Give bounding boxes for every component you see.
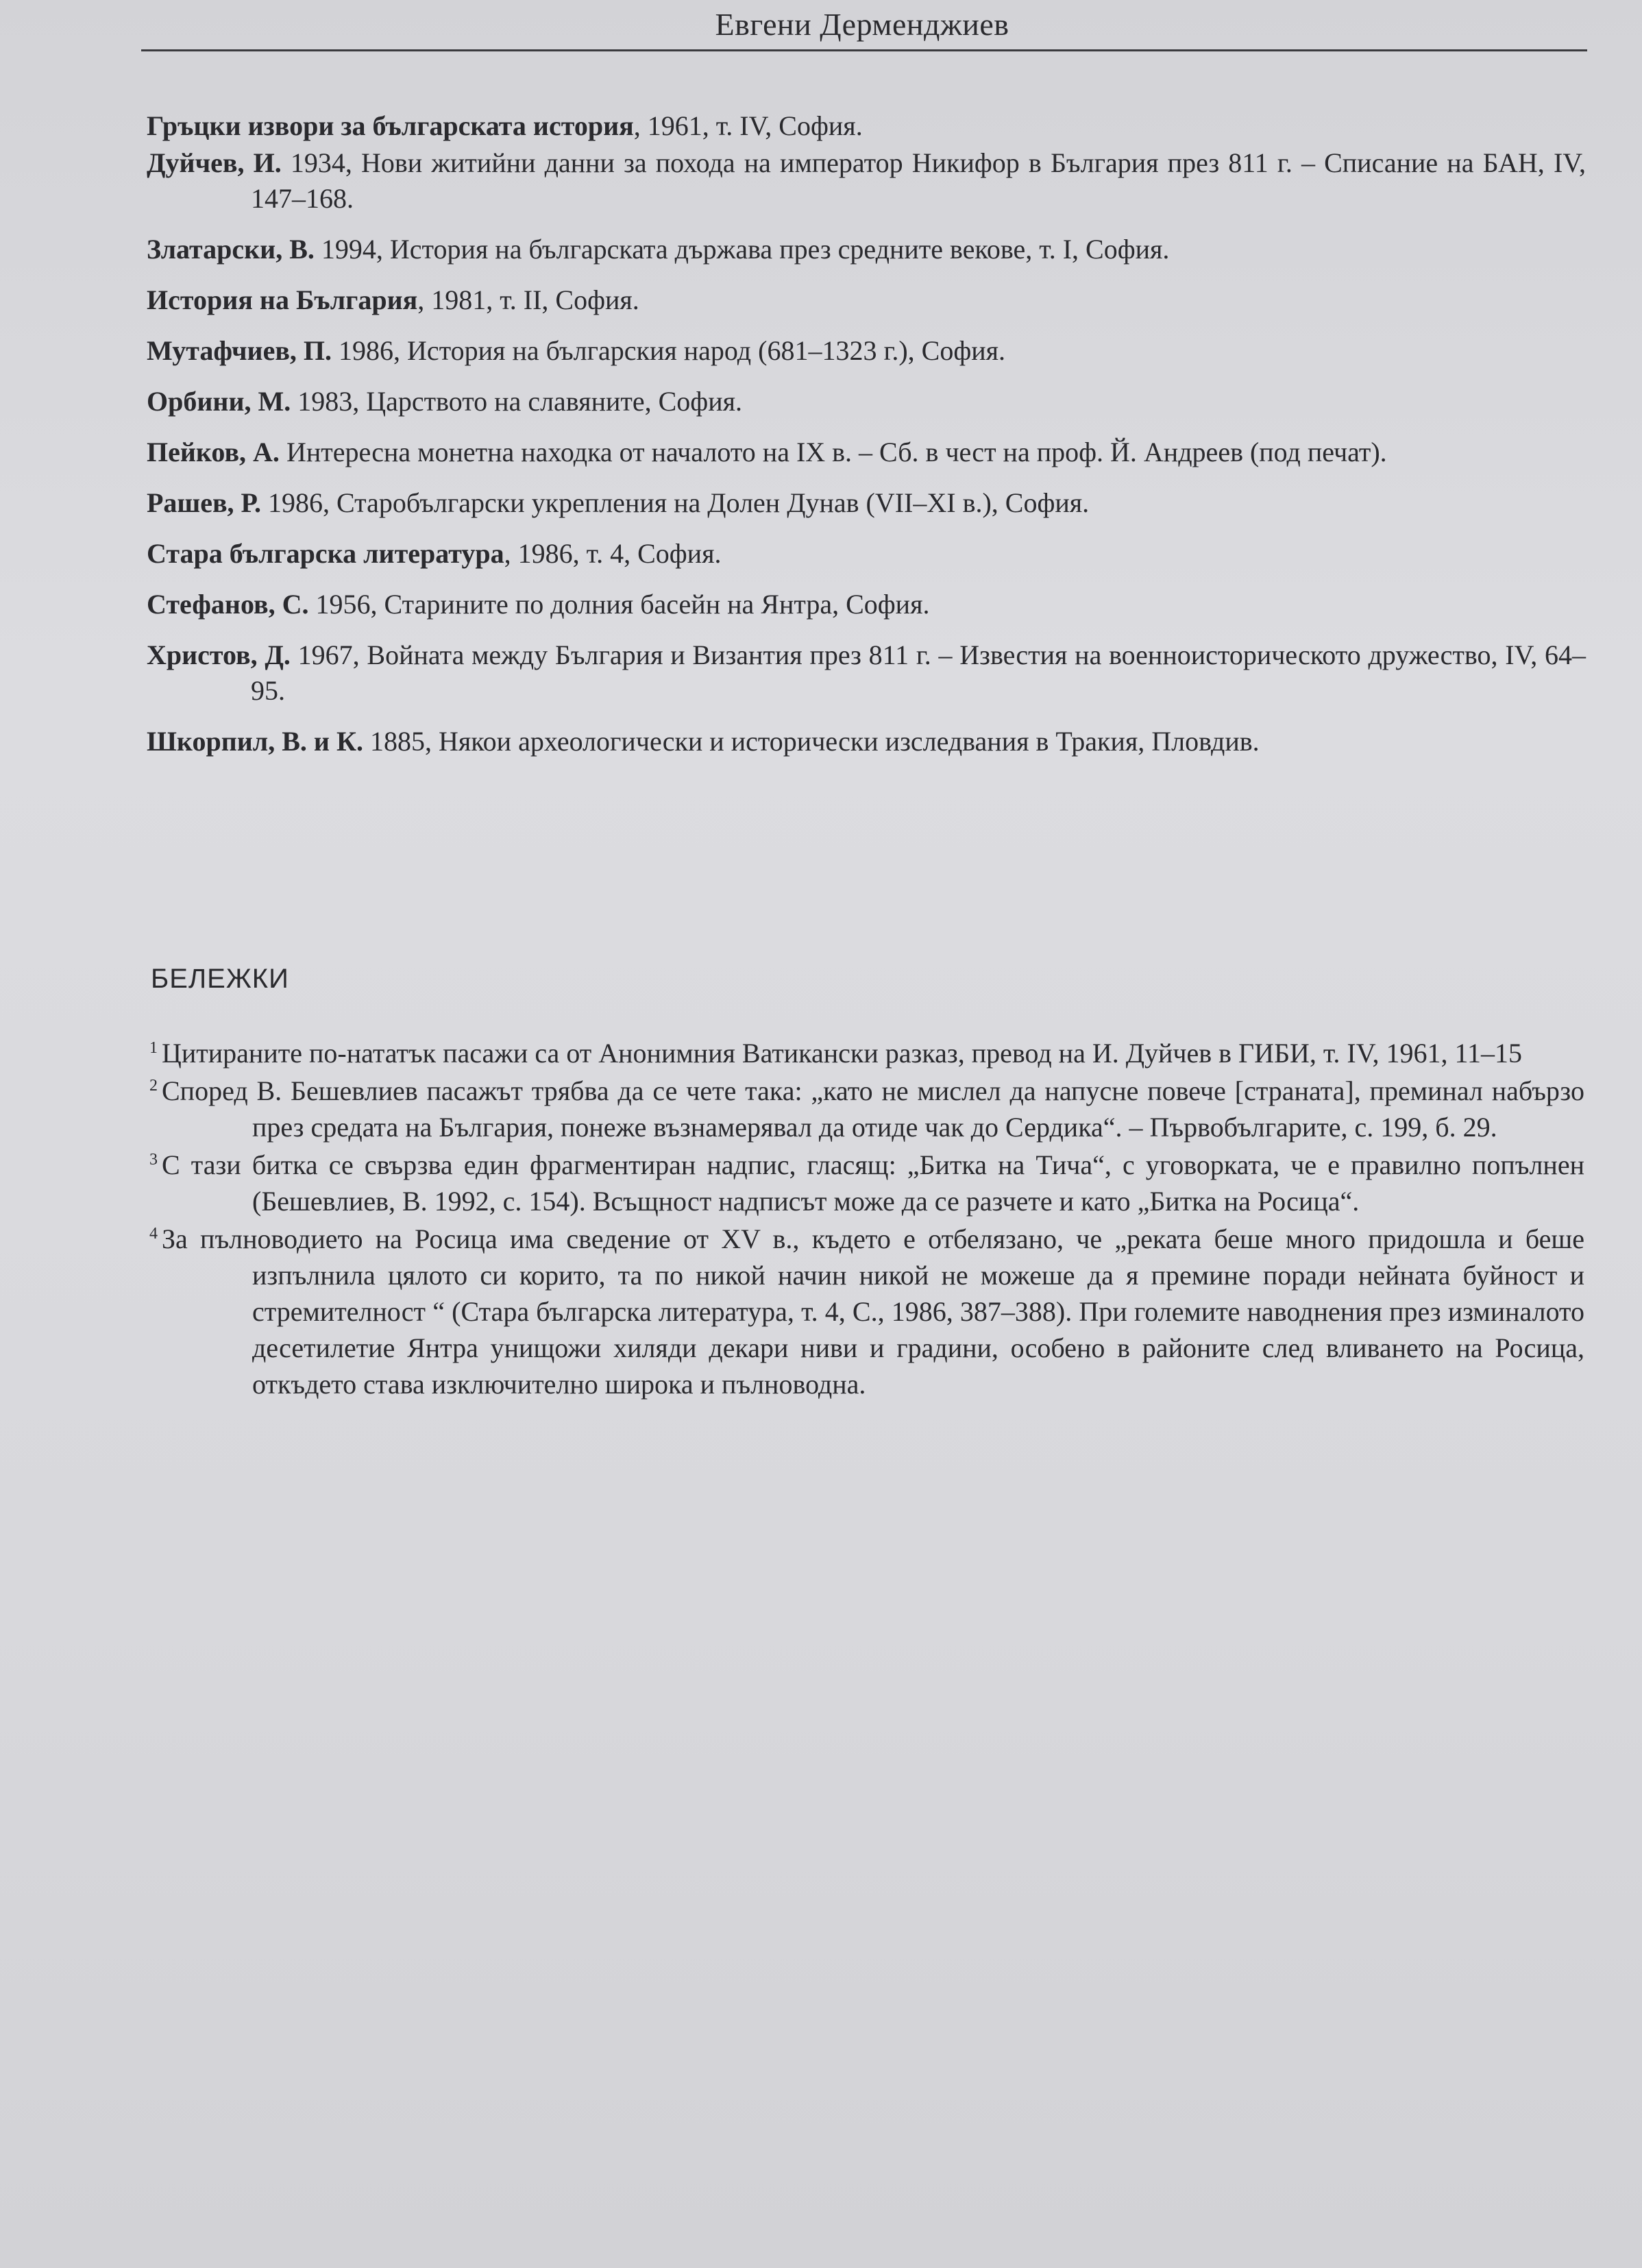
- reference-author: Стефанов, С.: [147, 589, 309, 620]
- reference-text: Интересна монетна находка от началото на IX в. – Сб. в чест на проф. Й. Андреев (под печат).: [279, 437, 1387, 467]
- reference-text: 1934, Нови житийни данни за похода на император Никифор в България през 811 г. – Списание на БАН, IV, 147–168.: [251, 147, 1586, 214]
- reference-text: , 1981, т. II, София.: [417, 284, 639, 315]
- reference-author: История на България: [147, 284, 418, 315]
- reference-entry: [147, 587, 1586, 622]
- notes-heading: БЕЛЕЖКИ: [151, 964, 289, 994]
- page-header: [137, 4, 1587, 48]
- reference-text: 1885, Някои археологически и исторически изследвания в Тракия, Пловдив.: [363, 726, 1260, 757]
- reference-author: Златарски, В.: [147, 234, 315, 265]
- reference-entry: [147, 232, 1586, 267]
- reference-author: Шкорпил, В. и К.: [147, 726, 363, 757]
- reference-text: , 1961, т. IV, София.: [633, 110, 863, 141]
- reference-author: Пейков, А.: [147, 437, 280, 467]
- reference-entry: [147, 536, 1586, 572]
- reference-entry: [147, 485, 1586, 521]
- reference-author: Гръцки извори за българската история: [147, 110, 634, 141]
- reference-text: , 1986, т. 4, София.: [504, 538, 722, 569]
- footnote-number: 2: [149, 1077, 158, 1095]
- reference-entry: [147, 282, 1586, 318]
- reference-text: 1983, Царството на славяните, София.: [291, 386, 743, 417]
- reference-author: Христов, Д.: [147, 639, 291, 670]
- footnote: [149, 1035, 1584, 1071]
- reference-text: 1967, Войната между България и Византия през 811 г. – Известия на военноисторическото дружество, IV, 64–95.: [251, 639, 1586, 706]
- footnote-number: 4: [149, 1225, 158, 1243]
- reference-author: Рашев, Р.: [147, 487, 261, 518]
- reference-entry: [147, 637, 1586, 709]
- footnote-number: 3: [149, 1151, 158, 1169]
- header-rule: [141, 49, 1587, 51]
- footnote: [149, 1147, 1584, 1219]
- reference-entry: [147, 435, 1586, 470]
- footnote: [149, 1073, 1584, 1145]
- footnote-text: За пълноводието на Росица има сведение от XV в., където е отбелязано, че „реката беше много придошла и беше изпълнила цялото си корито, та по никой начин никой не можеше да я премине поради нейната буйност и стремителност “ (Стара българска литература, т. 4, С., 1986, 387–388). При големите наводнения през изминалото десетилетие Янтра унищожи хиляди декари ниви и градини, особено в районите след вливането на Росица, откъдето става изключително широка и пълноводна.: [162, 1223, 1584, 1400]
- reference-entry: [147, 724, 1586, 759]
- reference-author: Мутафчиев, П.: [147, 335, 332, 366]
- reference-text: 1994, История на българската държава през средните векове, т. I, София.: [314, 234, 1170, 265]
- reference-entry: [147, 384, 1586, 419]
- reference-author: Стара българска литература: [147, 538, 504, 569]
- references-list: [147, 108, 1586, 759]
- reference-entry: [147, 108, 1586, 144]
- footnote-text: Цитираните по-нататък пасажи са от Анонимния Ватикански разказ, превод на И. Дуйчев в ГИБИ, т. IV, 1961, 11–15: [162, 1038, 1522, 1069]
- reference-author: Дуйчев, И.: [147, 147, 282, 178]
- reference-entry: [147, 333, 1586, 369]
- reference-text: 1986, Старобългарски укрепления на Долен Дунав (VII–XI в.), София.: [261, 487, 1090, 518]
- footnote: [149, 1221, 1584, 1402]
- reference-text: 1956, Старините по долния басейн на Янтра, София.: [308, 589, 930, 620]
- reference-text: 1986, История на българския народ (681–1323 г.), София.: [332, 335, 1006, 366]
- footnote-text: С тази битка се свързва един фрагментиран надпис, гласящ: „Битка на Тича“, с уговорката, че е правилно попълнен (Бешевлиев, В. 1992, с. 154). Всъщност надписът може да се разчете и като „Битка на Росица“.: [162, 1149, 1584, 1217]
- reference-author: Орбини, М.: [147, 386, 291, 417]
- footnote-text: Според В. Бешевлиев пасажът трябва да се чете така: „като не мислел да напусне повече [страната], преминал набързо през средата на България, понеже възнамерявал да отиде чак до Сердика“. – Първобългарите, с. 199, б. 29.: [162, 1075, 1584, 1143]
- footnote-number: 1: [149, 1039, 158, 1057]
- reference-entry: [147, 145, 1586, 217]
- notes-list: [149, 1035, 1584, 1404]
- running-head: Евгени Дерменджиев: [715, 7, 1009, 42]
